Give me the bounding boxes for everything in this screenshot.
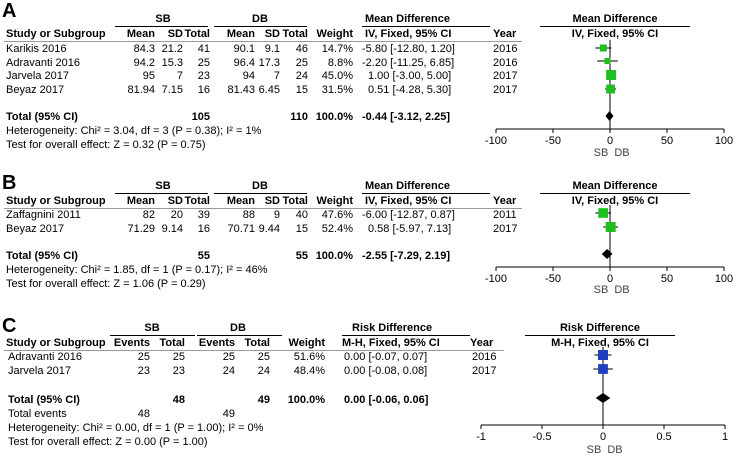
study-name: Jarvela 2017 — [6, 70, 69, 82]
panel-a-label: A — [2, 0, 17, 22]
panel-a-col-total2: Total — [282, 28, 308, 40]
year: 2016 — [472, 351, 497, 363]
panel-b-col-year: Year — [493, 195, 517, 207]
panel-a-exp-group: SB — [155, 13, 171, 25]
panel-c-col-method: M-H, Fixed, 95% CI — [342, 337, 440, 349]
panel-a-favours-right: DB — [614, 147, 630, 159]
panel-c-favours-right: DB — [607, 444, 623, 456]
panel-c-pooled-diamond — [596, 393, 611, 403]
panel-b-col-mean2: Mean — [226, 195, 255, 207]
weight: 8.8% — [327, 57, 353, 69]
total2: 24 — [257, 365, 270, 377]
panel-c-effect-header: Risk Difference — [352, 322, 433, 334]
sd2: 9.1 — [264, 43, 280, 55]
panel-a-heterogeneity: Heterogeneity: Chi² = 3.04, df = 3 (P = 0.38); I² = 1% — [6, 125, 262, 137]
panel-b-study-marker — [598, 208, 608, 218]
panel-c-favours-left: SB — [586, 444, 602, 456]
panel-c-exp-group: SB — [144, 322, 160, 334]
panel-a-col-weight: Weight — [316, 28, 353, 40]
sd1: 21.2 — [161, 43, 183, 55]
panel-c-underline-db — [197, 335, 282, 336]
sd2: 7 — [273, 70, 280, 82]
panel-c-col-weight: Weight — [288, 337, 325, 349]
panel-c-x-tick-label: -1 — [476, 431, 486, 443]
panel-a-study-marker — [606, 85, 615, 94]
panel-b-plot-title: Mean Difference — [572, 180, 658, 192]
weight: 51.6% — [293, 351, 325, 363]
total-ci-text: 0.00 [-0.06, 0.06] — [344, 394, 429, 406]
total2: 24 — [295, 70, 308, 82]
mean2: 96.4 — [233, 57, 255, 69]
total2: 40 — [295, 209, 308, 221]
year: 2016 — [493, 57, 518, 69]
total-n1: 55 — [197, 250, 210, 262]
panel-a-x-tick-label: 0 — [606, 135, 614, 147]
ci-text: 0.00 [-0.07, 0.07] — [344, 351, 428, 363]
total-weight: 100.0% — [287, 394, 325, 406]
panel-a-favours-left: SB — [593, 147, 609, 159]
study-name: Beyaz 2017 — [6, 84, 65, 96]
panel-b-heterogeneity: Heterogeneity: Chi² = 1.85, df = 1 (P = 0.17); I² = 46% — [6, 264, 268, 276]
total-ci-text: -2.55 [-7.29, 2.19] — [362, 250, 451, 262]
total-ci-text: -0.44 [-3.12, 2.25] — [362, 111, 451, 123]
panel-c-underline-sb — [110, 335, 195, 336]
panel-a-x-tick-label: -100 — [484, 135, 508, 147]
mean2: 81.43 — [227, 84, 255, 96]
total2: 46 — [295, 43, 308, 55]
panel-c-ctrl-group: DB — [230, 322, 246, 334]
year: 2016 — [493, 43, 518, 55]
events1: 25 — [137, 351, 150, 363]
panel-a-col-study: Study or Subgroup — [6, 28, 106, 40]
panel-c-plot-title: Risk Difference — [559, 322, 641, 334]
total2: 25 — [295, 57, 308, 69]
total1: 23 — [172, 365, 185, 377]
panel-b-col-study: Study or Subgroup — [6, 195, 106, 207]
weight: 31.5% — [321, 84, 353, 96]
panel-c-overall-effect: Test for overall effect: Z = 0.00 (P = 1.00) — [8, 436, 208, 448]
panel-b-col-sd2: SD — [264, 195, 280, 207]
panel-c-col-events1: Events — [113, 337, 150, 349]
sd2: 6.45 — [258, 84, 280, 96]
panel-b-plot-method: IV, Fixed, 95% CI — [571, 195, 659, 207]
panel-b-col-method: IV, Fixed, 95% CI — [365, 195, 452, 207]
total-events1: 48 — [137, 408, 150, 420]
panel-b-exp-group: SB — [155, 180, 171, 192]
study-name: Adravanti 2016 — [6, 57, 80, 69]
panel-a-col-mean2: Mean — [226, 28, 255, 40]
panel-b-x-tick-label: 0 — [606, 273, 614, 285]
events2: 25 — [222, 351, 235, 363]
panel-a-x-tick-label: 50 — [660, 135, 674, 147]
panel-a-col-sd1: SD — [167, 28, 183, 40]
panel-b-col-weight: Weight — [316, 195, 353, 207]
panel-c-col-study: Study or Subgroup — [6, 337, 106, 349]
panel-c-col-year: Year — [470, 337, 494, 349]
panel-c-heterogeneity: Heterogeneity: Chi² = 0.00, df = 1 (P = 1.00); I² = 0% — [8, 422, 264, 434]
panel-b-underline-sb — [115, 193, 208, 194]
total-n1: 48 — [172, 394, 185, 406]
year: 2017 — [493, 223, 518, 235]
total1: 25 — [197, 57, 210, 69]
panel-c-x-tick-label: 0.5 — [656, 431, 672, 443]
study-name: Beyaz 2017 — [6, 223, 65, 235]
panel-a-plot-method: IV, Fixed, 95% CI — [571, 28, 659, 40]
ci-text: 0.51 [-4.28, 5.30] — [368, 84, 452, 96]
panel-a-col-mean1: Mean — [126, 28, 155, 40]
panel-b-x-tick-label: 100 — [714, 273, 734, 285]
mean2: 70.71 — [227, 223, 255, 235]
total1: 41 — [197, 43, 210, 55]
year: 2017 — [493, 84, 518, 96]
mean1: 95 — [142, 70, 155, 82]
ci-text: 0.00 [-0.08, 0.08] — [344, 365, 428, 377]
panel-b-underline-plot — [540, 193, 690, 194]
total2: 25 — [257, 351, 270, 363]
panel-c-study-marker — [598, 350, 608, 360]
total-label: Total (95% CI) — [6, 250, 78, 262]
total-n2: 110 — [290, 111, 308, 123]
ci-text: -2.20 [-11.25, 6.85] — [362, 57, 455, 69]
sd1: 20 — [170, 209, 183, 221]
panel-c-study-marker — [598, 364, 608, 374]
panel-b-ctrl-group: DB — [252, 180, 268, 192]
total-weight: 100.0% — [315, 250, 353, 262]
sd1: 7 — [176, 70, 183, 82]
study-name: Karikis 2016 — [6, 43, 67, 55]
panel-b-label: B — [2, 172, 17, 194]
panel-a-pooled-diamond — [605, 111, 613, 121]
total-events-label: Total events — [8, 408, 67, 420]
study-name: Adravanti 2016 — [8, 351, 82, 363]
panel-a-ctrl-group: DB — [252, 13, 268, 25]
total-n2: 49 — [257, 394, 270, 406]
mean2: 88 — [242, 209, 255, 221]
total1: 16 — [197, 223, 210, 235]
total2: 15 — [295, 84, 308, 96]
weight: 48.4% — [293, 365, 325, 377]
panel-b-x-tick-label: -100 — [484, 273, 508, 285]
mean1: 82 — [142, 209, 155, 221]
panel-b-col-mean1: Mean — [126, 195, 155, 207]
panel-a-x-tick-label: 100 — [714, 135, 734, 147]
panel-b-pooled-diamond — [602, 249, 613, 259]
panel-b-overall-effect: Test for overall effect: Z = 1.06 (P = 0.29) — [6, 278, 206, 290]
sd1: 15.3 — [161, 57, 183, 69]
panel-a-col-total1: Total — [184, 28, 210, 40]
study-name: Zaffagnini 2011 — [6, 209, 81, 221]
panel-c-x-tick-label: 0 — [599, 431, 607, 443]
total2: 15 — [295, 223, 308, 235]
total-label: Total (95% CI) — [6, 111, 78, 123]
weight: 45.0% — [321, 70, 353, 82]
year: 2017 — [493, 70, 518, 82]
panel-a-study-marker — [606, 70, 616, 80]
sd1: 9.14 — [161, 223, 183, 235]
panel-a-plot-title: Mean Difference — [572, 13, 658, 25]
sd1: 7.15 — [161, 84, 183, 96]
weight: 14.7% — [321, 43, 353, 55]
total-n2: 55 — [295, 250, 308, 262]
total-weight: 100.0% — [315, 111, 353, 123]
panel-c-label: C — [2, 315, 17, 337]
sd2: 9 — [273, 209, 280, 221]
panel-b-col-sd1: SD — [167, 195, 183, 207]
sd2: 9.44 — [258, 223, 280, 235]
panel-a-study-marker — [600, 44, 607, 51]
total1: 25 — [172, 351, 185, 363]
ci-text: -6.00 [-12.87, 0.87] — [362, 209, 455, 221]
panel-a-col-method: IV, Fixed, 95% CI — [365, 28, 452, 40]
panel-c-col-total2: Total — [244, 337, 270, 349]
panel-b-effect-header: Mean Difference — [365, 180, 450, 192]
total1: 16 — [197, 84, 210, 96]
panel-c-underline-effect — [342, 335, 470, 336]
panel-b-favours-left: SB — [593, 284, 609, 296]
mean1: 71.29 — [127, 223, 155, 235]
panel-a-col-year: Year — [493, 28, 517, 40]
total1: 39 — [197, 209, 210, 221]
events1: 23 — [137, 365, 150, 377]
panel-c-col-events2: Events — [198, 337, 235, 349]
mean1: 81.94 — [127, 84, 155, 96]
mean2: 90.1 — [233, 43, 255, 55]
panel-b-col-total2: Total — [282, 195, 308, 207]
panel-b-underline-effect — [362, 193, 490, 194]
events2: 24 — [222, 365, 235, 377]
panel-b-col-total1: Total — [184, 195, 210, 207]
study-name: Jarvela 2017 — [8, 365, 71, 377]
mean1: 84.3 — [133, 43, 155, 55]
ci-text: -5.80 [-12.80, 1.20] — [362, 43, 455, 55]
year: 2017 — [472, 365, 497, 377]
panel-a-x-tick-label: -50 — [545, 135, 561, 147]
panel-c-plot-method: M-H, Fixed, 95% CI — [551, 337, 649, 349]
year: 2011 — [493, 209, 517, 221]
panel-a-overall-effect: Test for overall effect: Z = 0.32 (P = 0.75) — [6, 139, 206, 151]
total1: 23 — [197, 70, 210, 82]
panel-c-col-total1: Total — [159, 337, 185, 349]
weight: 47.6% — [321, 209, 353, 221]
panel-b-study-marker — [606, 222, 616, 232]
panel-b-favours-right: DB — [614, 284, 630, 296]
panel-a-effect-header: Mean Difference — [365, 13, 450, 25]
panel-b-underline-db — [214, 193, 307, 194]
panel-a-col-sd2: SD — [264, 28, 280, 40]
panel-b-x-tick-label: 50 — [660, 273, 674, 285]
panel-b-x-tick-label: -50 — [545, 273, 561, 285]
sd2: 17.3 — [258, 57, 280, 69]
total-events2: 49 — [222, 408, 235, 420]
total-label: Total (95% CI) — [8, 394, 80, 406]
weight: 52.4% — [321, 223, 353, 235]
panel-c-underline-plot — [525, 335, 675, 336]
panel-c-x-tick-label: 1 — [721, 431, 729, 443]
panel-c-x-tick-label: -0.5 — [532, 431, 552, 443]
ci-text: 1.00 [-3.00, 5.00] — [368, 70, 452, 82]
panel-a-study-marker — [604, 58, 610, 64]
ci-text: 0.58 [-5.97, 7.13] — [368, 223, 452, 235]
mean2: 94 — [242, 70, 255, 82]
total-n1: 105 — [191, 111, 210, 123]
mean1: 94.2 — [133, 57, 155, 69]
